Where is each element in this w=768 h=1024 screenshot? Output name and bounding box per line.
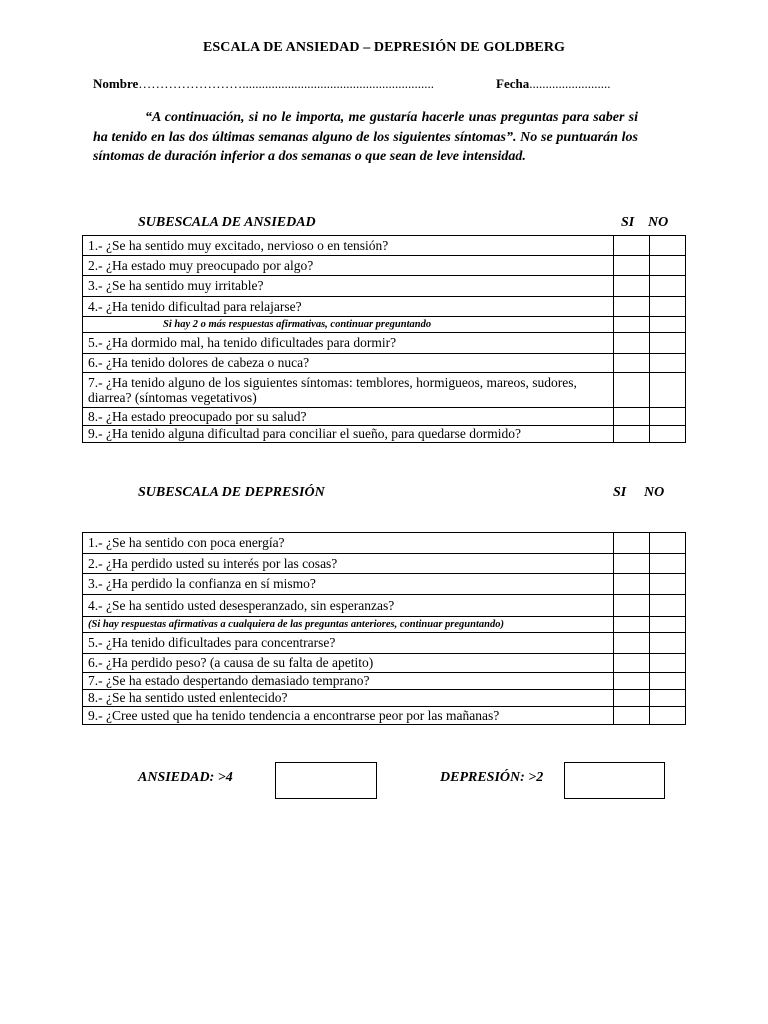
depression-q3-no-box[interactable] — [650, 574, 686, 595]
depression-q6-si-box[interactable] — [614, 654, 650, 673]
depression-q2-no-box[interactable] — [650, 554, 686, 574]
anxiety-q5-no-box[interactable] — [650, 333, 686, 354]
depression-question-1: 1.- ¿Se ha sentido con poca energía? — [83, 533, 614, 554]
depression-q9-no-box[interactable] — [650, 707, 686, 725]
depression-no-header: NO — [644, 485, 665, 500]
anxiety-question-8: 8.- ¿Ha estado preocupado por su salud? — [83, 408, 614, 426]
table-row — [83, 690, 686, 707]
depression-q7-si-box[interactable] — [614, 673, 650, 690]
anxiety-q6-si-box[interactable] — [614, 354, 650, 373]
anxiety-q3-no-box[interactable] — [650, 276, 686, 297]
depression-question-4: 4.- ¿Se ha sentido usted desesperanzado, sin esperanzas? — [83, 595, 614, 617]
anxiety-q2-si-box[interactable] — [614, 256, 650, 276]
table-row — [83, 617, 686, 633]
intro-paragraph: “A continuación, si no le importa, me gustaría hacerle unas preguntas para saber si ha tenido en las dos últimas semanas alguno de los siguientes síntomas”. No se puntuarán los síntomas de duración inferior a dos semanas o que sean de leve intensidad. — [93, 110, 638, 164]
depression-q1-no-box[interactable] — [650, 533, 686, 554]
depression-q5-si-box[interactable] — [614, 633, 650, 654]
anxiety-question-2: 2.- ¿Ha estado muy preocupado por algo? — [83, 256, 614, 276]
depression-q5-no-box[interactable] — [650, 633, 686, 654]
depression-note-no-box — [650, 617, 686, 633]
anxiety-q6-no-box[interactable] — [650, 354, 686, 373]
table-row — [83, 354, 686, 373]
table-row — [83, 633, 686, 654]
depression-score-label: DEPRESIÓN: >2 — [440, 770, 544, 785]
anxiety-q3-si-box[interactable] — [614, 276, 650, 297]
anxiety-q4-si-box[interactable] — [614, 297, 650, 317]
depression-score-box[interactable] — [564, 762, 665, 799]
depression-q8-no-box[interactable] — [650, 690, 686, 707]
name-label: Nombre — [93, 76, 139, 91]
anxiety-no-header: NO — [648, 215, 669, 230]
table-row — [83, 707, 686, 725]
table-row — [83, 373, 686, 408]
table-row — [83, 297, 686, 317]
table-row — [83, 256, 686, 276]
anxiety-q4-no-box[interactable] — [650, 297, 686, 317]
table-row — [83, 333, 686, 354]
anxiety-q7-no-box[interactable] — [650, 373, 686, 408]
depression-table — [82, 532, 686, 725]
anxiety-table — [82, 235, 686, 443]
anxiety-q2-no-box[interactable] — [650, 256, 686, 276]
depression-question-8: 8.- ¿Se ha sentido usted enlentecido? — [83, 690, 614, 707]
anxiety-score-box[interactable] — [275, 762, 377, 799]
table-row — [83, 673, 686, 690]
depression-q7-no-box[interactable] — [650, 673, 686, 690]
depression-q8-si-box[interactable] — [614, 690, 650, 707]
depression-question-6: 6.- ¿Ha perdido peso? (a causa de su falta de apetito) — [83, 654, 614, 673]
anxiety-note-si-box — [614, 317, 650, 333]
depression-si-header: SI — [613, 485, 627, 500]
table-row — [83, 236, 686, 256]
table-row — [83, 654, 686, 673]
anxiety-q1-si-box[interactable] — [614, 236, 650, 256]
depression-question-2: 2.- ¿Ha perdido usted su interés por las cosas? — [83, 554, 614, 574]
depression-q1-si-box[interactable] — [614, 533, 650, 554]
depression-question-5: 5.- ¿Ha tenido dificultades para concentrarse? — [83, 633, 614, 654]
table-row — [83, 554, 686, 574]
depression-q9-si-box[interactable] — [614, 707, 650, 725]
anxiety-heading: SUBESCALA DE ANSIEDAD — [138, 215, 316, 230]
table-row — [83, 595, 686, 617]
table-row — [83, 426, 686, 443]
depression-note-si-box — [614, 617, 650, 633]
anxiety-score-label: ANSIEDAD: >4 — [138, 770, 233, 785]
anxiety-question-4: 4.- ¿Ha tenido dificultad para relajarse? — [83, 297, 614, 317]
anxiety-question-7: 7.- ¿Ha tenido alguno de los siguientes síntomas: temblores, hormigueos, mareos, sudores, diarrea? (síntomas vegetativos) — [83, 373, 614, 408]
anxiety-question-1: 1.- ¿Se ha sentido muy excitado, nervioso o en tensión? — [83, 236, 614, 256]
anxiety-question-5: 5.- ¿Ha dormido mal, ha tenido dificultades para dormir? — [83, 333, 614, 354]
depression-q2-si-box[interactable] — [614, 554, 650, 574]
anxiety-q7-si-box[interactable] — [614, 373, 650, 408]
depression-q6-no-box[interactable] — [650, 654, 686, 673]
anxiety-q1-no-box[interactable] — [650, 236, 686, 256]
anxiety-q8-si-box[interactable] — [614, 408, 650, 426]
name-field[interactable]: ……………………........................................................... — [138, 76, 435, 91]
date-label: Fecha — [496, 76, 530, 91]
table-row — [83, 408, 686, 426]
depression-question-7: 7.- ¿Se ha estado despertando demasiado temprano? — [83, 673, 614, 690]
table-row — [83, 276, 686, 297]
anxiety-q8-no-box[interactable] — [650, 408, 686, 426]
table-row — [83, 533, 686, 554]
date-line — [496, 76, 610, 92]
anxiety-question-6: 6.- ¿Ha tenido dolores de cabeza o nuca? — [83, 354, 614, 373]
depression-q3-si-box[interactable] — [614, 574, 650, 595]
name-line — [93, 76, 434, 92]
table-row — [83, 317, 686, 333]
anxiety-q5-si-box[interactable] — [614, 333, 650, 354]
depression-heading: SUBESCALA DE DEPRESIÓN — [138, 485, 325, 500]
anxiety-question-3: 3.- ¿Se ha sentido muy irritable? — [83, 276, 614, 297]
anxiety-q9-si-box[interactable] — [614, 426, 650, 443]
depression-instruction: (Si hay respuestas afirmativas a cualquiera de las preguntas anteriores, continuar preguntando) — [83, 617, 614, 633]
anxiety-question-9: 9.- ¿Ha tenido alguna dificultad para conciliar el sueño, para quedarse dormido? — [83, 426, 614, 443]
depression-question-3: 3.- ¿Ha perdido la confianza en sí mismo? — [83, 574, 614, 595]
anxiety-q9-no-box[interactable] — [650, 426, 686, 443]
depression-q4-no-box[interactable] — [650, 595, 686, 617]
depression-q4-si-box[interactable] — [614, 595, 650, 617]
date-field[interactable]: ......................... — [529, 76, 611, 91]
anxiety-instruction: Si hay 2 o más respuestas afirmativas, continuar preguntando — [83, 317, 614, 333]
anxiety-si-header: SI — [621, 215, 635, 230]
anxiety-note-no-box — [650, 317, 686, 333]
document-title: ESCALA DE ANSIEDAD – DEPRESIÓN DE GOLDBERG — [202, 40, 566, 55]
table-row — [83, 574, 686, 595]
depression-question-9: 9.- ¿Cree usted que ha tenido tendencia a encontrarse peor por las mañanas? — [83, 707, 614, 725]
